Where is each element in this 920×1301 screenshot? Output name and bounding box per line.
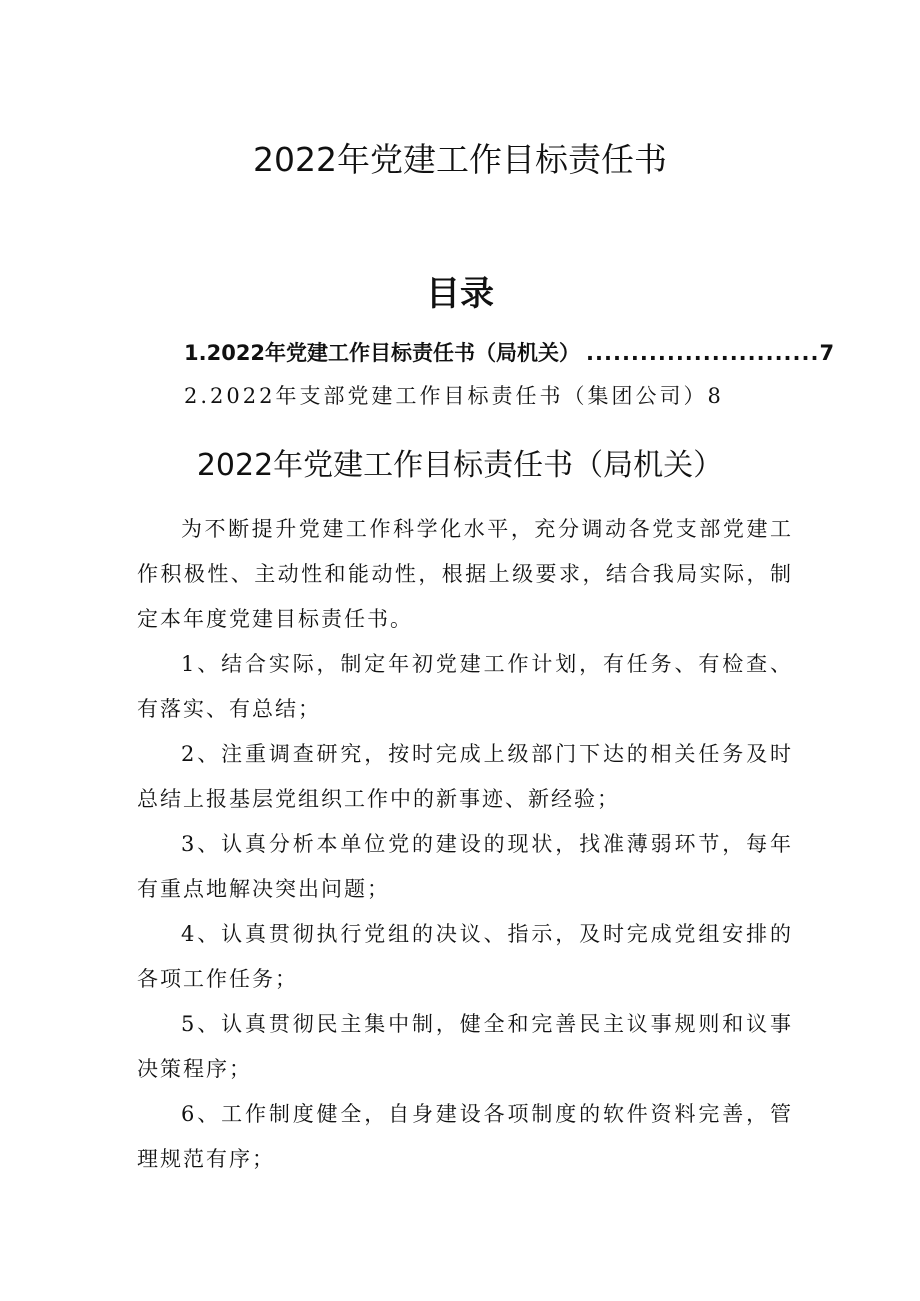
list-item: 2、注重调查研究，按时完成上级部门下达的相关任务及时总结上报基层党组织工作中的新事迹、新经验； [137,742,793,811]
toc-entry-leader: .......................... [586,341,820,365]
intro-paragraph: 为不断提升党建工作科学化水平，充分调动各党支部党建工作积极性、主动性和能动性，根据上级要求，结合我局实际，制定本年度党建目标责任书。 [137,517,793,631]
document-title: 2022年党建工作目标责任书 [253,140,667,179]
section-title: 2022年党建工作目标责任书（局机关） [196,448,724,483]
toc-entry-page: 8 [707,384,724,408]
section-body [137,507,793,1182]
toc-heading: 目录 [426,274,494,314]
list-item: 3、认真分析本单位党的建设的现状，找准薄弱环节，每年有重点地解决突出问题； [137,832,793,901]
toc-entry-label: 1.2022年党建工作目标责任书（局机关） [184,341,581,365]
toc-entry[interactable] [184,381,784,411]
list-item: 5、认真贯彻民主集中制，健全和完善民主议事规则和议事决策程序； [137,1012,793,1081]
toc-entry-page: 7 [819,341,835,365]
list-item: 6、工作制度健全，自身建设各项制度的软件资料完善，管理规范有序； [137,1102,793,1171]
list-item: 1、结合实际，制定年初党建工作计划，有任务、有检查、有落实、有总结； [137,652,793,721]
toc-entry[interactable] [184,338,835,368]
toc-entry-label: 2.2022年支部党建工作目标责任书（集团公司） [184,384,708,408]
list-item: 4、认真贯彻执行党组的决议、指示，及时完成党组安排的各项工作任务； [137,922,793,991]
